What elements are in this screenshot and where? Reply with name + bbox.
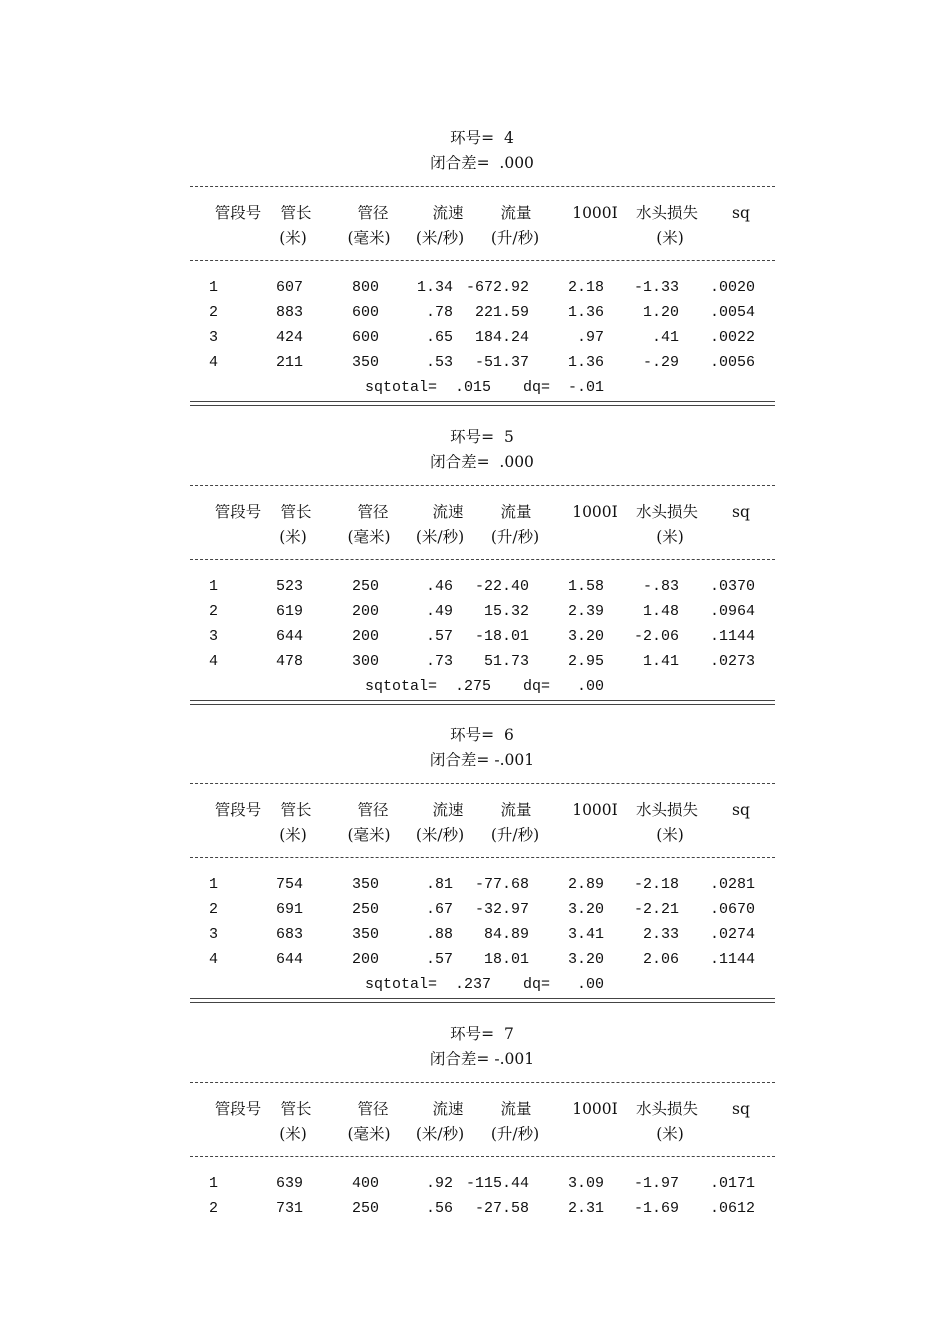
column-header-flow: 流量 — [500, 801, 532, 819]
head-loss: -2.18 — [633, 876, 679, 893]
segment-number: 4 — [209, 653, 219, 670]
column-unit-velocity_unit: (米/秒) — [415, 826, 465, 844]
flow-velocity: .46 — [425, 578, 453, 595]
flow-rate: 51.73 — [483, 653, 529, 670]
double-divider — [190, 401, 775, 406]
hydraulic-gradient: 3.41 — [567, 926, 604, 943]
hydraulic-gradient: 2.31 — [567, 1200, 604, 1217]
hydraulic-gradient: 2.95 — [567, 653, 604, 670]
segment-number: 4 — [209, 354, 219, 371]
pipe-diameter: 300 — [352, 653, 380, 670]
hydraulic-gradient: 1.36 — [567, 354, 604, 371]
sqtotal-summary: sqtotal= .275 — [365, 678, 492, 695]
hydraulic-gradient: 3.09 — [567, 1175, 604, 1192]
flow-rate: 221.59 — [474, 304, 529, 321]
sq-value: .1144 — [709, 628, 755, 645]
head-loss: 1.48 — [642, 603, 679, 620]
segment-number: 1 — [209, 578, 219, 595]
pipe-diameter: 250 — [352, 1200, 380, 1217]
flow-rate: 18.01 — [483, 951, 529, 968]
column-header-headloss: 水头损失 — [635, 1100, 699, 1118]
pipe-diameter: 600 — [352, 329, 380, 346]
pipe-diameter: 350 — [352, 354, 380, 371]
pipe-length: 211 — [276, 354, 304, 371]
dashed-divider — [190, 559, 775, 560]
sq-value: .0670 — [709, 901, 755, 918]
pipe-length: 478 — [276, 653, 304, 670]
pipe-diameter: 250 — [352, 578, 380, 595]
ring-number: 环号= 6 — [450, 726, 514, 744]
dashed-divider — [190, 186, 775, 187]
hydraulic-gradient: 2.89 — [567, 876, 604, 893]
column-unit-diameter_unit: (毫米) — [347, 229, 391, 247]
column-unit-headloss_unit: (米) — [656, 1125, 684, 1143]
column-unit-length_unit: (米) — [279, 229, 307, 247]
pipe-length: 731 — [276, 1200, 304, 1217]
pipe-diameter: 400 — [352, 1175, 380, 1192]
column-header-i1000: 1000I — [572, 204, 618, 222]
column-header-segment: 管段号 — [214, 801, 262, 819]
hydraulic-gradient: 1.36 — [567, 304, 604, 321]
flow-rate: -51.37 — [474, 354, 529, 371]
dq-summary: dq= .00 — [523, 976, 605, 993]
column-header-diameter: 管径 — [357, 801, 389, 819]
segment-number: 2 — [209, 603, 219, 620]
pipe-diameter: 250 — [352, 901, 380, 918]
column-header-flow: 流量 — [500, 503, 532, 521]
column-unit-length_unit: (米) — [279, 1125, 307, 1143]
sq-value: .0370 — [709, 578, 755, 595]
segment-number: 2 — [209, 901, 219, 918]
sq-value: .0964 — [709, 603, 755, 620]
closure-error: 闭合差= -.001 — [429, 751, 535, 769]
column-header-length: 管长 — [280, 204, 312, 222]
sq-value: .0274 — [709, 926, 755, 943]
pipe-diameter: 350 — [352, 876, 380, 893]
flow-rate: -18.01 — [474, 628, 529, 645]
column-unit-length_unit: (米) — [279, 528, 307, 546]
column-unit-flow_unit: (升/秒) — [490, 528, 540, 546]
column-header-diameter: 管径 — [357, 1100, 389, 1118]
flow-rate: -32.97 — [474, 901, 529, 918]
flow-velocity: .49 — [425, 603, 453, 620]
column-unit-diameter_unit: (毫米) — [347, 1125, 391, 1143]
pipe-length: 683 — [276, 926, 304, 943]
dashed-divider — [190, 1082, 775, 1083]
head-loss: -1.69 — [633, 1200, 679, 1217]
segment-number: 2 — [209, 1200, 219, 1217]
column-header-i1000: 1000I — [572, 503, 618, 521]
ring-number: 环号= 4 — [450, 129, 514, 147]
column-unit-velocity_unit: (米/秒) — [415, 528, 465, 546]
column-header-velocity: 流速 — [432, 801, 464, 819]
flow-velocity: .57 — [425, 951, 453, 968]
column-unit-flow_unit: (升/秒) — [490, 1125, 540, 1143]
column-header-flow: 流量 — [500, 1100, 532, 1118]
head-loss: .41 — [651, 329, 679, 346]
head-loss: -.29 — [642, 354, 679, 371]
segment-number: 1 — [209, 876, 219, 893]
flow-velocity: .81 — [425, 876, 453, 893]
flow-rate: 184.24 — [474, 329, 529, 346]
column-header-length: 管长 — [280, 801, 312, 819]
head-loss: 2.06 — [642, 951, 679, 968]
flow-rate: -77.68 — [474, 876, 529, 893]
flow-rate: -27.58 — [474, 1200, 529, 1217]
column-header-length: 管长 — [280, 503, 312, 521]
closure-error: 闭合差= .000 — [430, 154, 534, 172]
head-loss: 2.33 — [642, 926, 679, 943]
dashed-divider — [190, 857, 775, 858]
column-unit-headloss_unit: (米) — [656, 826, 684, 844]
pipe-length: 883 — [276, 304, 304, 321]
hydraulic-gradient: .97 — [576, 329, 604, 346]
column-header-length: 管长 — [280, 1100, 312, 1118]
dashed-divider — [190, 783, 775, 784]
head-loss: -1.33 — [633, 279, 679, 296]
column-unit-diameter_unit: (毫米) — [347, 826, 391, 844]
column-header-sq: sq — [732, 1100, 750, 1118]
sq-value: .0612 — [709, 1200, 755, 1217]
column-unit-headloss_unit: (米) — [656, 229, 684, 247]
sq-value: .0171 — [709, 1175, 755, 1192]
column-header-segment: 管段号 — [214, 204, 262, 222]
pipe-diameter: 800 — [352, 279, 380, 296]
head-loss: 1.41 — [642, 653, 679, 670]
pipe-diameter: 200 — [352, 951, 380, 968]
sq-value: .0054 — [709, 304, 755, 321]
sq-value: .0020 — [709, 279, 755, 296]
column-header-diameter: 管径 — [357, 204, 389, 222]
flow-velocity: .53 — [425, 354, 453, 371]
flow-velocity: .92 — [425, 1175, 453, 1192]
segment-number: 3 — [209, 926, 219, 943]
column-header-sq: sq — [732, 503, 750, 521]
column-header-headloss: 水头损失 — [635, 503, 699, 521]
pipe-length: 523 — [276, 578, 304, 595]
sqtotal-summary: sqtotal= .015 — [365, 379, 492, 396]
column-unit-velocity_unit: (米/秒) — [415, 229, 465, 247]
flow-velocity: 1.34 — [416, 279, 453, 296]
hydraulic-gradient: 3.20 — [567, 628, 604, 645]
column-header-i1000: 1000I — [572, 1100, 618, 1118]
head-loss: -2.21 — [633, 901, 679, 918]
column-unit-diameter_unit: (毫米) — [347, 528, 391, 546]
pipe-length: 639 — [276, 1175, 304, 1192]
sq-value: .0273 — [709, 653, 755, 670]
segment-number: 3 — [209, 628, 219, 645]
hydraulic-gradient: 3.20 — [567, 951, 604, 968]
closure-error: 闭合差= .000 — [430, 453, 534, 471]
sq-value: .1144 — [709, 951, 755, 968]
flow-velocity: .73 — [425, 653, 453, 670]
pipe-length: 644 — [276, 628, 304, 645]
head-loss: -2.06 — [633, 628, 679, 645]
flow-velocity: .56 — [425, 1200, 453, 1217]
hydraulic-gradient: 2.18 — [567, 279, 604, 296]
sq-value: .0056 — [709, 354, 755, 371]
column-unit-headloss_unit: (米) — [656, 528, 684, 546]
pipe-length: 424 — [276, 329, 304, 346]
segment-number: 3 — [209, 329, 219, 346]
head-loss: -.83 — [642, 578, 679, 595]
column-header-diameter: 管径 — [357, 503, 389, 521]
flow-rate: 15.32 — [483, 603, 529, 620]
double-divider — [190, 700, 775, 705]
flow-rate: 84.89 — [483, 926, 529, 943]
head-loss: 1.20 — [642, 304, 679, 321]
column-header-velocity: 流速 — [432, 503, 464, 521]
column-header-sq: sq — [732, 801, 750, 819]
flow-rate: -672.92 — [465, 279, 529, 296]
pipe-diameter: 350 — [352, 926, 380, 943]
pipe-diameter: 200 — [352, 603, 380, 620]
hydraulic-gradient: 1.58 — [567, 578, 604, 595]
pipe-length: 644 — [276, 951, 304, 968]
pipe-diameter: 200 — [352, 628, 380, 645]
ring-number: 环号= 5 — [450, 428, 514, 446]
sq-value: .0022 — [709, 329, 755, 346]
column-header-headloss: 水头损失 — [635, 204, 699, 222]
column-unit-flow_unit: (升/秒) — [490, 826, 540, 844]
column-unit-length_unit: (米) — [279, 826, 307, 844]
segment-number: 2 — [209, 304, 219, 321]
flow-velocity: .67 — [425, 901, 453, 918]
pipe-diameter: 600 — [352, 304, 380, 321]
closure-error: 闭合差= -.001 — [429, 1050, 535, 1068]
segment-number: 1 — [209, 279, 219, 296]
pipe-length: 619 — [276, 603, 304, 620]
pipe-length: 754 — [276, 876, 304, 893]
column-header-i1000: 1000I — [572, 801, 618, 819]
flow-velocity: .65 — [425, 329, 453, 346]
pipe-length: 691 — [276, 901, 304, 918]
hydraulic-gradient: 3.20 — [567, 901, 604, 918]
double-divider — [190, 998, 775, 1003]
pipe-length: 607 — [276, 279, 304, 296]
segment-number: 1 — [209, 1175, 219, 1192]
column-unit-velocity_unit: (米/秒) — [415, 1125, 465, 1143]
flow-velocity: .57 — [425, 628, 453, 645]
column-header-sq: sq — [732, 204, 750, 222]
dashed-divider — [190, 1156, 775, 1157]
column-header-velocity: 流速 — [432, 1100, 464, 1118]
sqtotal-summary: sqtotal= .237 — [365, 976, 492, 993]
column-header-segment: 管段号 — [214, 503, 262, 521]
column-header-flow: 流量 — [500, 204, 532, 222]
dashed-divider — [190, 485, 775, 486]
head-loss: -1.97 — [633, 1175, 679, 1192]
dq-summary: dq= .00 — [523, 678, 605, 695]
column-unit-flow_unit: (升/秒) — [490, 229, 540, 247]
column-header-velocity: 流速 — [432, 204, 464, 222]
dq-summary: dq= -.01 — [523, 379, 605, 396]
dashed-divider — [190, 260, 775, 261]
column-header-headloss: 水头损失 — [635, 801, 699, 819]
flow-velocity: .88 — [425, 926, 453, 943]
segment-number: 4 — [209, 951, 219, 968]
column-header-segment: 管段号 — [214, 1100, 262, 1118]
flow-rate: -115.44 — [465, 1175, 529, 1192]
sq-value: .0281 — [709, 876, 755, 893]
ring-number: 环号= 7 — [450, 1025, 514, 1043]
flow-rate: -22.40 — [474, 578, 529, 595]
hydraulic-gradient: 2.39 — [567, 603, 604, 620]
flow-velocity: .78 — [425, 304, 453, 321]
